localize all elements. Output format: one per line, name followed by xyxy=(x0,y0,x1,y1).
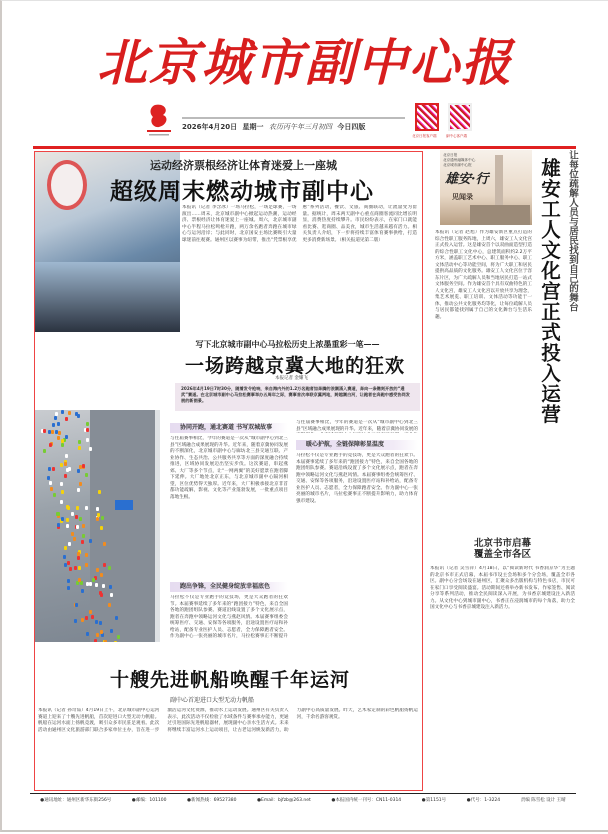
runner-dot xyxy=(55,412,58,416)
weekday: 星期一 xyxy=(242,123,264,131)
runner-dot xyxy=(85,563,88,567)
runner-dot xyxy=(89,447,92,451)
runner-dot xyxy=(61,517,64,521)
runner-dot xyxy=(61,443,64,447)
runner-dot xyxy=(68,411,71,415)
runner-dot xyxy=(51,430,54,434)
header-rule xyxy=(33,146,576,149)
lead-headline: 超级周末燃动城市副中心 xyxy=(110,178,374,205)
runner-dot xyxy=(67,586,70,590)
runner-dot xyxy=(54,416,57,420)
marathon-col3: 马拉松不仅是专业跑手的竞技场，更是大众跑者的狂欢节。本届赛事延续了多年来的“跑团接力”特色，来自全国各地的跑团组队参赛。赛道沿线设置了多个文化展示点，跑者在奔跑中领略运河文化与燕赵风情。本届赛事组委会统筹医疗、交通、安保等各项服务，沿途设置医疗站和补给站，配备专业医护人员、志愿者，全力保障跑者安全。作为副中心一张亮丽的城市名片，马拉松赛事正不断提升影响力，助力体育强市建设。 xyxy=(296,453,418,504)
runner-dot xyxy=(64,462,67,466)
runner-dot xyxy=(117,635,120,639)
marathon-kicker: 写下北京城市副中心马拉松历史上浓墨重彩一笔—— xyxy=(195,339,380,349)
runner-dot xyxy=(108,566,111,570)
runner-dot xyxy=(67,506,70,510)
qr-code-icon[interactable] xyxy=(415,103,439,131)
footer-item: 责编 陈雪松 设计 王晴 xyxy=(520,798,566,803)
runner-dot xyxy=(79,517,82,521)
runner-dot xyxy=(78,440,81,444)
marathon-aerial-photo xyxy=(35,410,160,642)
runner-dot xyxy=(95,620,98,624)
runner-dot xyxy=(53,493,56,497)
runner-dot xyxy=(52,423,55,427)
runner-dot xyxy=(65,435,68,439)
runner-dot xyxy=(57,523,60,527)
runner-dot xyxy=(76,506,79,510)
masthead-title: 北京城市副中心报 xyxy=(97,33,513,92)
runner-dot xyxy=(104,640,107,642)
runner-dot xyxy=(79,482,82,486)
runner-dot xyxy=(108,603,111,607)
runner-dot xyxy=(81,618,84,622)
runner-dot xyxy=(91,615,94,619)
runner-dot xyxy=(43,449,46,453)
runner-dot xyxy=(77,488,80,492)
subhead: 暖心护航，全链保障彰显温度 xyxy=(296,440,418,450)
runner-dot xyxy=(94,639,97,642)
page-count: 今日四版 xyxy=(337,123,366,131)
runner-dot xyxy=(76,525,79,529)
runner-dot xyxy=(71,532,74,536)
runner-dot xyxy=(99,591,102,595)
footer-item: ●邮编：101100 xyxy=(131,798,167,803)
runner-dot xyxy=(74,566,77,570)
runner-dot xyxy=(86,428,89,432)
runner-dot xyxy=(75,603,78,607)
footer-item: ●通讯地址：通州区新华东街256号 xyxy=(40,798,112,803)
runner-dot xyxy=(65,454,68,458)
marathon-lead: 2026年4月19日7时30分，随着发令枪响，来自海内外的1.2万名跑者如奔腾的浪潮涌入赛道，奔向一条镌刻开放的“通武”赛道。在北京城市副中心马拉松赛事举办五周年之际，赛事首次串联京冀两地，跨越潮白河，让跑者在奔跑中感受协同发展的新图景。 xyxy=(175,383,420,411)
partner: 北京城市副中心报 xyxy=(443,163,472,167)
runner-dot xyxy=(60,482,63,486)
canal-headline: 十艘先进帆船唤醒千年运河 xyxy=(109,669,350,691)
runner-dot xyxy=(50,487,53,491)
runner-dot xyxy=(67,561,70,565)
runner-dot xyxy=(77,552,80,556)
runner-dot xyxy=(98,490,101,494)
footer-rule xyxy=(30,793,576,794)
byline: 本报记者 金耀飞 xyxy=(275,376,308,381)
runner-dot xyxy=(100,573,103,577)
subhead: 跑出争锋，全民健身绽放幸福底色 xyxy=(170,582,288,592)
runner-dot xyxy=(43,429,46,433)
column-name: 雄安·行 xyxy=(445,172,489,187)
runner-dot xyxy=(78,566,81,570)
lead-kicker: 运动经济票根经济让体育迷爱上一座城 xyxy=(150,159,337,172)
runner-dot xyxy=(47,476,50,480)
runner-dot xyxy=(80,581,83,585)
runner-dot xyxy=(81,540,84,544)
runner-dot xyxy=(52,467,55,471)
runner-dot xyxy=(77,556,80,560)
runner-dot xyxy=(96,568,99,572)
runner-dot xyxy=(77,414,80,418)
runner-dot xyxy=(81,589,84,593)
book-fair-body: 本报讯（记者 吴雪萍）4月18日，以“阅读新时代 书香润京华”为主题的北京书市正式启幕，本届书市设主会场和多个分会场，覆盖全市各区。副中心分会场设在通州区，汇聚众多出版机构与特色书店，市民可在家门口享受阅读盛宴。活动期间还将举办新书发布、作家签售、阅读分享等系列活动，推动全民阅读深入开展，为书香京城建设注入新活力。从文化中心到城市副中心，书香正在浸润城市的每个角落，助力全国文化中心与书香京城建设注入新活力。 xyxy=(430,566,575,610)
runner-dot xyxy=(71,512,74,516)
runner-dot xyxy=(64,546,67,550)
partner: 北京通州融媒体中心 xyxy=(443,158,476,162)
runner-dot xyxy=(86,422,89,426)
dateline xyxy=(182,122,365,132)
runner-dot xyxy=(103,542,106,546)
runner-dot xyxy=(82,464,85,468)
qr-label: 副中心客户端 xyxy=(446,134,467,138)
runner-dot xyxy=(96,633,99,637)
runner-dot xyxy=(96,517,99,521)
runner-dot xyxy=(58,431,61,435)
book-fair-headline-line: 覆盖全市各区 xyxy=(473,549,531,560)
runner-dot xyxy=(85,506,88,510)
runner-dot xyxy=(66,518,69,522)
runner-dot xyxy=(85,616,88,620)
runner-dot xyxy=(86,438,89,442)
runner-dot xyxy=(61,410,64,414)
runner-dot xyxy=(63,555,66,559)
partner: 北京日报 xyxy=(443,153,458,157)
runner-dot xyxy=(48,467,51,471)
runner-dot xyxy=(115,616,118,620)
runner-dot xyxy=(60,500,63,504)
dateline-rule xyxy=(182,117,405,119)
runner-dot xyxy=(61,490,64,494)
runner-dot xyxy=(86,582,89,586)
runner-dot xyxy=(73,537,76,541)
runner-dot xyxy=(57,436,60,440)
marathon-headline: 一场跨越京冀大地的狂欢 xyxy=(185,355,406,377)
book-fair-headline xyxy=(430,538,575,560)
runner-dot xyxy=(49,481,52,485)
runner-dot xyxy=(89,539,92,543)
runner-dot xyxy=(95,583,98,587)
runner-dot xyxy=(64,474,67,478)
footer xyxy=(30,797,576,803)
footer-item: ●新闻热线：69527380 xyxy=(187,798,237,803)
xiongan-column-banner xyxy=(440,150,532,225)
footer-item: ●第1151号 xyxy=(421,798,447,803)
runner-dot xyxy=(66,524,69,528)
runner-dot xyxy=(114,641,117,642)
canal-body: 本报讯（记者 孙奇茹）4月19日上午，北京城市副中心运河赛道上迎来了十艘先进帆船，首次迎进口大型无动力帆船。帆船在运河水面上扬帆竞渡，吸引众多市民驻足观看。此次活动由通州区文化旅游部门联合多家单位主办，旨在进一步激活运河文化资源，推动水上运动发展。通州区有关负责人表示，此次活动不仅检验了水域条件与赛事承办能力，更通过引进国际先进帆船器材，展现副中心亲水生活方式。未来将继续丰富运河水上运动项目，让古老运河焕发新活力，助力副中心高质量发展。昨天，艺术家定制的彩色帆船扬帆运河，千余名游客观赏。 xyxy=(38,708,418,733)
runner-dot xyxy=(69,567,72,571)
footer-item: ●本报国内统一刊号：CN11-0314 xyxy=(331,798,402,803)
runner-dot xyxy=(49,443,52,447)
newspaper-group-logo-icon xyxy=(145,103,173,137)
qr-label: 北京日报客户端 xyxy=(412,134,437,138)
subhead: 协同开跑，通北赛道 书写双城故事 xyxy=(170,423,288,433)
runner-dot xyxy=(100,526,103,530)
runner-dot xyxy=(82,524,85,528)
footer-item: ●Email：bjfzb@263.net xyxy=(257,798,311,803)
marathon-col1: 与往届赛事相比，今年的赛道是一次从“城市副中心到北三县”区域融合成果展现的升华。近年来，随着京冀协同发展的不断深化，北京城市副中心与廊坊北三县交通互联、产业协作、生态共治、公共服务共享等方面的深度融合持续推进，区域协同发展迈出坚实步伐。这次赛道，串起燕郊、大厂等多个节点，让“一网两翼”的美好愿景在跑者脚下延伸。大厂地处北京正东，与北京城市副中心隔河相望，区位优势得天独厚。近年来，大厂积极承接北京非首都功能疏解，影视、文化等产业蓬勃发展，一批重点项目落地生根。 xyxy=(170,436,288,500)
runner-dot xyxy=(82,534,85,538)
lunar-date: 农历丙午年三月初四 xyxy=(268,123,332,131)
column-subtitle: 见闻录 xyxy=(452,192,473,201)
runner-dot xyxy=(67,579,70,583)
qr-code-icon[interactable] xyxy=(448,103,472,131)
runner-dot xyxy=(85,473,88,477)
runner-dot xyxy=(65,417,68,421)
sidebar-body: 本报讯（记者 赵旭）作为雄安新区重点打造的综合性职工服务阵地，上周六，雄安工人文化宫正式投入运营。这是雄安首个以双曲面造型打造的综合性职工文化中心，总建筑面积约2.2万平方米，涵盖职工艺术中心、职工服务中心、职工文体活动中心等功能空间，将为广大职工和居民提供高品质的文化服务。雄安工人文化宫位于容东片区，为广大疏解人员和当地居民打造一站式文体服务空间。作为雄安首个具有双曲特色的工人文化宫，雄安工人文化宫以开放共享为理念，集艺术展览、职工培训、文体活动等功能于一体，推动公共文化服务均等化，让每位疏解人员与居民都能找到属于自己的文化舞台与生活乐趣。 xyxy=(435,230,532,320)
runner-dot xyxy=(68,542,71,546)
date: 2026年4月20日 xyxy=(182,123,238,131)
runner-dot xyxy=(85,553,88,557)
runner-dot xyxy=(78,578,81,582)
runner-dot xyxy=(74,619,77,623)
runner-dot xyxy=(78,446,81,450)
runner-dot xyxy=(110,593,113,597)
runner-dot xyxy=(66,468,69,472)
sidebar-kicker: 让每位疏解人员与居民找到自己的舞台 xyxy=(567,150,578,312)
footer-item: ●代号：1-3224 xyxy=(466,798,501,803)
runner-dot xyxy=(96,507,99,511)
canal-subhead: 副中心首迎进口大型无动力帆船 xyxy=(170,697,255,704)
runner-dot xyxy=(99,621,102,625)
runner-dot xyxy=(102,584,105,588)
runner-dot xyxy=(60,463,63,467)
book-fair-headline-line: 北京书市启幕 xyxy=(473,538,531,549)
runner-dot xyxy=(77,469,80,473)
marathon-col2: 马拉松不仅是专业跑手的竞技场，更是大众跑者的狂欢节。本届赛事延续了多年来的“跑团接力”特色，来自全国各地的跑团组队参赛。赛道沿线设置了多个文化展示点，跑者在奔跑中领略运河文化与燕赵风情。本届赛事组委会统筹医疗、交通、安保等各项服务，沿途设置医疗站和补给站，配备专业医护人员、志愿者，全力保障跑者安全。作为副中心一张亮丽的城市名片，马拉松赛事正不断提升 xyxy=(170,595,288,639)
marathon-col1-cont: 与往届赛事相比，今年的赛道是一次从“城市副中心到北三县”区域融合成果展现的升华。近年来，随着京冀协同发展的 xyxy=(296,420,418,432)
runner-dot xyxy=(57,422,60,426)
lead-body: 本报讯（记者 李含冰）一场马拉松，一场足球赛，一场演出……周末，北京城市副中心掀起运动热潮，运动经济、票根经济让体育迷爱上一座城。周六，北京城市副中心半程马拉松鸣枪开跑，两万余名跑者奔跑在城市绿心与运河沿岸；与此同时，北京国安主场比赛吸引大量球迷前往观赛。通州区以赛事为纽带，推出“凭票根享优惠”系列活动，餐饮、文旅、商圈联动，让流量变为留量。据统计，周末两天副中心重点商圈客流同比增长明显，消费热度持续攀升。市民纷纷表示，在家门口就能看比赛、逛商圈、品美食，城市生活越来越有活力。相关负责人介绍，下一步将持续丰富体育赛事供给，打造更多消费新场景。（相关报道见第二版） xyxy=(182,205,417,243)
sidebar-headline: 雄安工人文化宫正式投入运营 xyxy=(538,158,561,425)
runner-dot xyxy=(56,512,59,516)
runner-dot xyxy=(75,515,78,519)
runner-dot xyxy=(92,578,95,582)
runner-dot xyxy=(100,630,103,634)
